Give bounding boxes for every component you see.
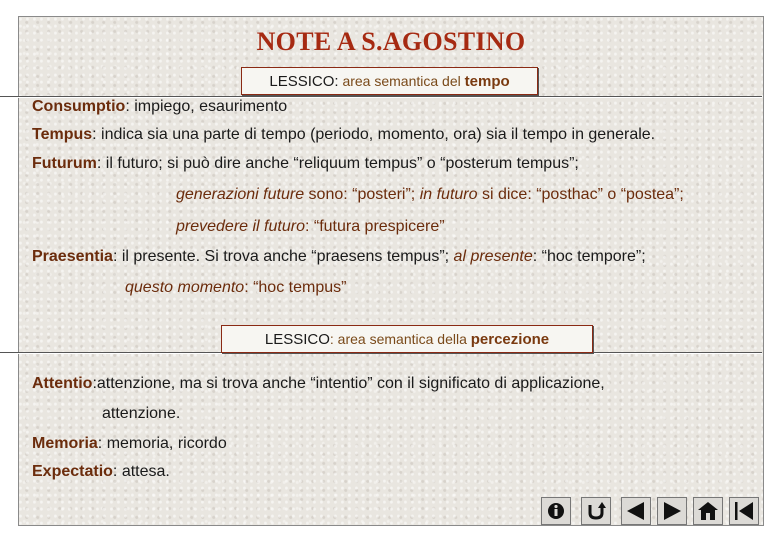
end-icon [733,501,755,521]
next-icon [661,501,683,521]
entry-expectatio: Expectatio: attesa. [32,463,170,480]
return-icon [585,501,607,521]
next-button[interactable] [657,497,687,525]
entry-attentio: Attentio:attenzione, ma si trova anche “intentio” con il significato di applicazione, [32,375,605,392]
entry-futurum-generazioni: generazioni future sono: “posteri”; in futuro si dice: “posthac” o “postea”; [176,186,684,203]
return-button[interactable] [581,497,611,525]
home-button[interactable] [693,497,723,525]
info-icon [545,502,567,520]
entry-tempus: Tempus: indica sia una parte di tempo (periodo, momento, ora) sia il tempo in generale. [32,126,656,143]
entry-praesentia-momento: questo momento: “hoc tempus” [125,279,347,296]
entry-futurum-prevedere: prevedere il futuro: “futura prespicere” [176,218,445,235]
previous-icon [625,501,647,521]
home-icon [697,501,719,521]
info-button[interactable] [541,497,571,525]
entry-consumptio: Consumptio: impiego, esaurimento [32,98,288,115]
entry-memoria: Memoria: memoria, ricordo [32,435,227,452]
previous-button[interactable] [621,497,651,525]
end-button[interactable] [729,497,759,525]
page-title: NOTE A S.AGOSTINO [256,27,526,56]
entry-futurum: Futurum: il futuro; si può dire anche “reliquum tempus” o “posterum tempus”; [32,155,579,172]
entry-praesentia: Praesentia: il presente. Si trova anche “praesens tempus”; al presente: “hoc tempore”; [32,248,646,265]
section-header-percezione: LESSICO: area semantica della percezione [221,325,593,353]
entry-attentio-cont: attenzione. [102,405,181,422]
section-header-tempo: LESSICO: area semantica del tempo [241,67,538,95]
